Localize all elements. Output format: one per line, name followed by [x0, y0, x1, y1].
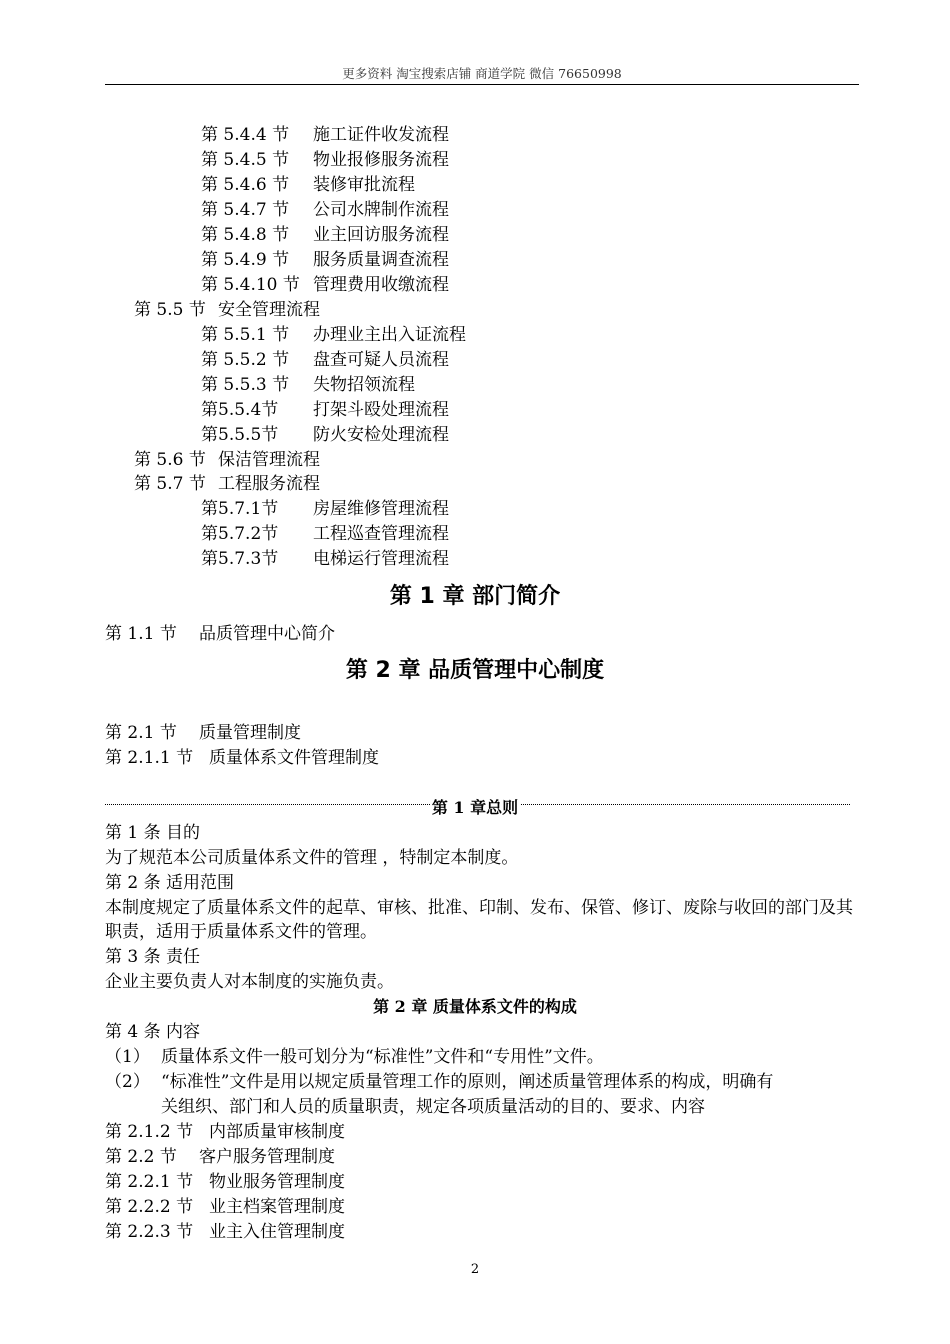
article-heading: 第 3 条 责任: [105, 947, 201, 967]
section-heading: [105, 1221, 345, 1243]
toc-title: 安全管理流程: [218, 300, 320, 320]
section-heading: [105, 1146, 335, 1168]
toc-entry: [134, 449, 320, 471]
toc-number: 第 5.4.9 节: [201, 250, 290, 270]
toc-entry: [201, 174, 415, 196]
section-number: 第 2.1.1 节: [105, 748, 194, 768]
toc-number: 第 5.5.1 节: [201, 325, 290, 345]
section-heading: [105, 722, 301, 744]
toc-entry: [201, 374, 415, 396]
article-heading: 第 4 条 内容: [105, 1022, 201, 1042]
toc-entry: [201, 498, 449, 520]
list-item-continuation: 关组织、部门和人员的质量职责，规定各项质量活动的目的、要求、内容: [161, 1097, 705, 1117]
toc-number: 第 5.7 节: [134, 474, 206, 494]
toc-number: 第5.5.5节: [201, 425, 279, 445]
toc-title: 公司水牌制作流程: [313, 200, 449, 220]
toc-number: 第 5.4.4 节: [201, 125, 290, 145]
chapter-2-heading: 第 2 章 品质管理中心制度: [345, 658, 605, 683]
toc-title: 保洁管理流程: [218, 450, 320, 470]
section-title: 物业服务管理制度: [209, 1172, 345, 1192]
article-heading: 第 2 条 适用范围: [105, 873, 235, 893]
section-heading: [105, 1171, 345, 1193]
article-text: 为了规范本公司质量体系文件的管理 ，特制定本制度。: [105, 848, 519, 868]
toc-title: 防火安检处理流程: [313, 425, 449, 445]
page-header: 更多资料 淘宝搜索店铺 商道学院 微信 76650998: [342, 66, 622, 81]
section-number: 第 2.2.1 节: [105, 1172, 194, 1192]
toc-title: 房屋维修管理流程: [313, 499, 449, 519]
subchapter-heading: [0, 798, 950, 818]
article-text: 企业主要负责人对本制度的实施负责。: [105, 972, 394, 992]
toc-title: 电梯运行管理流程: [313, 549, 449, 569]
toc-number: 第 5.5 节: [134, 300, 206, 320]
toc-entry: [201, 124, 449, 146]
toc-title: 施工证件收发流程: [313, 125, 449, 145]
toc-title: 服务质量调查流程: [313, 250, 449, 270]
section-title: 质量体系文件管理制度: [209, 748, 379, 768]
toc-entry: [201, 149, 449, 171]
toc-number: 第 5.5.2 节: [201, 350, 290, 370]
section-title: 客户服务管理制度: [199, 1147, 335, 1167]
section-number: 第 1.1 节: [105, 624, 177, 644]
toc-title: 打架斗殴处理流程: [313, 400, 449, 420]
section-title: 品质管理中心简介: [199, 624, 335, 644]
section-number: 第 2.2.2 节: [105, 1197, 194, 1217]
toc-number: 第 5.4.8 节: [201, 225, 290, 245]
section-number: 第 2.1.2 节: [105, 1122, 194, 1142]
toc-number: 第 5.4.5 节: [201, 150, 290, 170]
toc-number: 第 5.6 节: [134, 450, 206, 470]
list-item: [105, 1046, 604, 1068]
subchapter-heading: [0, 997, 950, 1017]
subchapter-title: 第 1 章总则: [431, 798, 519, 817]
article-text: 本制度规定了质量体系文件的起草、审核、批准、印制、发布、保管、修订、废除与收回的部门及其职责，适用于质量体系文件的管理。: [105, 898, 853, 942]
subchapter-title: 第 2 章 质量体系文件的构成: [373, 997, 577, 1016]
section-heading: [105, 747, 379, 769]
toc-title: 工程服务流程: [218, 474, 320, 494]
toc-number: 第 5.4.10 节: [201, 275, 300, 295]
toc-entry: [201, 548, 449, 570]
toc-title: 业主回访服务流程: [313, 225, 449, 245]
toc-title: 装修审批流程: [313, 175, 415, 195]
section-title: 质量管理制度: [199, 723, 301, 743]
toc-entry: [201, 349, 449, 371]
list-item-text: “标准性”文件是用以规定质量管理工作的原则，阐述质量管理体系的构成，明确有: [161, 1072, 774, 1092]
list-item-text: 质量体系文件一般可划分为“标准性”文件和“专用性”文件。: [161, 1047, 604, 1067]
toc-number: 第5.7.2节: [201, 524, 279, 544]
toc-entry: [134, 299, 320, 321]
section-heading: [105, 1196, 345, 1218]
section-heading: [105, 1121, 345, 1143]
list-marker: （2）: [105, 1072, 150, 1092]
chapter-1-heading: 第 1 章 部门简介: [389, 584, 561, 609]
toc-entry: [201, 324, 466, 346]
toc-number: 第 5.4.6 节: [201, 175, 290, 195]
toc-number: 第5.5.4节: [201, 400, 279, 420]
toc-entry: [201, 523, 449, 545]
toc-title: 工程巡查管理流程: [313, 524, 449, 544]
toc-entry: [201, 224, 449, 246]
toc-entry: [201, 274, 449, 296]
toc-entry: [201, 249, 449, 271]
section-title: 内部质量审核制度: [209, 1122, 345, 1142]
page-number: 2: [470, 1262, 480, 1277]
section-number: 第 2.2 节: [105, 1147, 177, 1167]
toc-number: 第 5.5.3 节: [201, 375, 290, 395]
header-rule: [105, 84, 859, 85]
toc-number: 第5.7.1节: [201, 499, 279, 519]
article-heading: 第 1 条 目的: [105, 823, 201, 843]
section-heading: [105, 623, 335, 645]
toc-entry: [201, 424, 449, 446]
toc-entry: [201, 199, 449, 221]
toc-entry: [201, 399, 449, 421]
toc-number: 第 5.4.7 节: [201, 200, 290, 220]
section-number: 第 2.1 节: [105, 723, 177, 743]
toc-title: 办理业主出入证流程: [313, 325, 466, 345]
section-title: 业主档案管理制度: [209, 1197, 345, 1217]
section-title: 业主入住管理制度: [209, 1222, 345, 1242]
section-number: 第 2.2.3 节: [105, 1222, 194, 1242]
toc-number: 第5.7.3节: [201, 549, 279, 569]
toc-entry: [134, 473, 320, 495]
toc-title: 物业报修服务流程: [313, 150, 449, 170]
toc-title: 失物招领流程: [313, 375, 415, 395]
toc-title: 管理费用收缴流程: [313, 275, 449, 295]
list-marker: （1）: [105, 1047, 150, 1067]
toc-title: 盘查可疑人员流程: [313, 350, 449, 370]
list-item: [105, 1071, 773, 1093]
